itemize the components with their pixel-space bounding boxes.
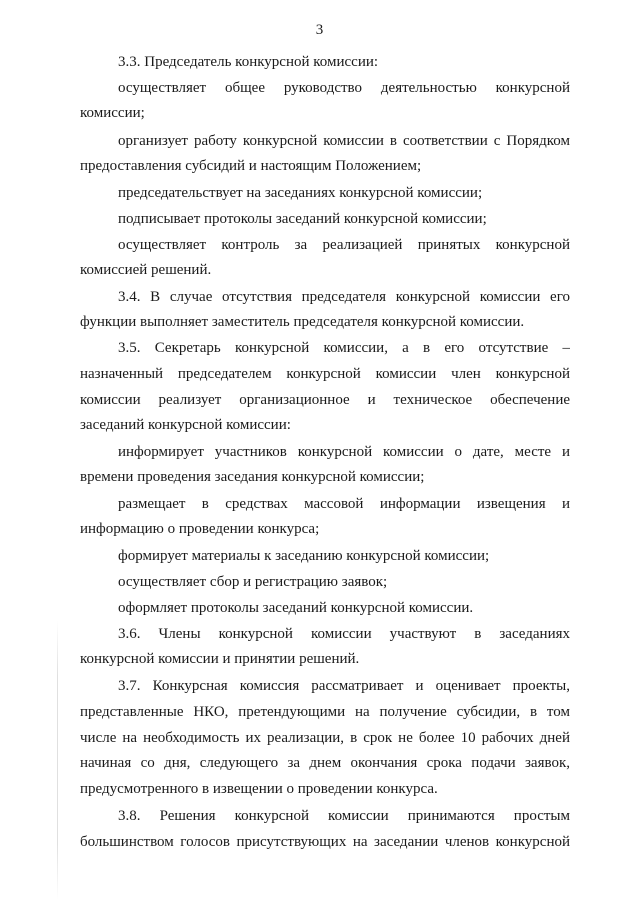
- text-line: комиссии;: [80, 105, 145, 121]
- text-line: числе на необходимость их реализации, в срок не более 10 рабочих дней: [80, 730, 570, 746]
- text-line: конкурсной комиссии и принятии решений.: [80, 651, 360, 667]
- text-line: комиссией решений.: [80, 262, 212, 278]
- text-line: 3.5. Секретарь конкурсной комиссии, а в его отсутствие –: [118, 340, 570, 356]
- text-line: назначенный председателем конкурсной комиссии член конкурсной: [80, 366, 570, 382]
- text-line: заседаний конкурсной комиссии:: [80, 417, 291, 433]
- text-line: осуществляет общее руководство деятельностью конкурсной: [118, 80, 570, 96]
- text-line: информирует участников конкурсной комиссии о дате, месте и: [118, 444, 570, 460]
- text-line: комиссии реализует организационное и техническое обеспечение: [80, 392, 570, 408]
- page-number: 3: [315, 22, 324, 38]
- text-line: большинством голосов присутствующих на заседании членов конкурсной: [80, 834, 570, 850]
- text-line: представленные НКО, претендующими на получение субсидии, в том: [80, 704, 570, 720]
- scan-edge-line: [57, 620, 58, 900]
- text-line: предусмотренного в извещении о проведении конкурса.: [80, 781, 438, 797]
- text-line: формирует материалы к заседанию конкурсной комиссии;: [118, 548, 490, 564]
- text-line: функции выполняет заместитель председателя конкурсной комиссии.: [80, 314, 525, 330]
- text-line: 3.8. Решения конкурсной комиссии принимаются простым: [118, 808, 570, 824]
- text-line: информацию о проведении конкурса;: [80, 521, 320, 537]
- text-line: 3.6. Члены конкурсной комиссии участвуют в заседаниях: [118, 626, 570, 642]
- text-line: размещает в средствах массовой информации извещения и: [118, 496, 570, 512]
- text-line: 3.7. Конкурсная комиссия рассматривает и оценивает проекты,: [118, 678, 570, 694]
- text-line: осуществляет сбор и регистрацию заявок;: [118, 574, 388, 590]
- text-line: осуществляет контроль за реализацией принятых конкурсной: [118, 237, 570, 253]
- text-line: времени проведения заседания конкурсной комиссии;: [80, 469, 425, 485]
- text-line: 3.3. Председатель конкурсной комиссии:: [118, 54, 379, 70]
- text-line: председательствует на заседаниях конкурсной комиссии;: [118, 185, 483, 201]
- text-line: оформляет протоколы заседаний конкурсной комиссии.: [118, 600, 474, 616]
- text-line: подписывает протоколы заседаний конкурсной комиссии;: [118, 211, 487, 227]
- text-line: организует работу конкурсной комиссии в соответствии с Порядком: [118, 133, 570, 149]
- text-line: предоставления субсидий и настоящим Положением;: [80, 158, 422, 174]
- text-line: 3.4. В случае отсутствия председателя конкурсной комиссии его: [118, 289, 570, 305]
- text-line: начиная со дня, следующего за днем окончания срока подачи заявок,: [80, 755, 570, 771]
